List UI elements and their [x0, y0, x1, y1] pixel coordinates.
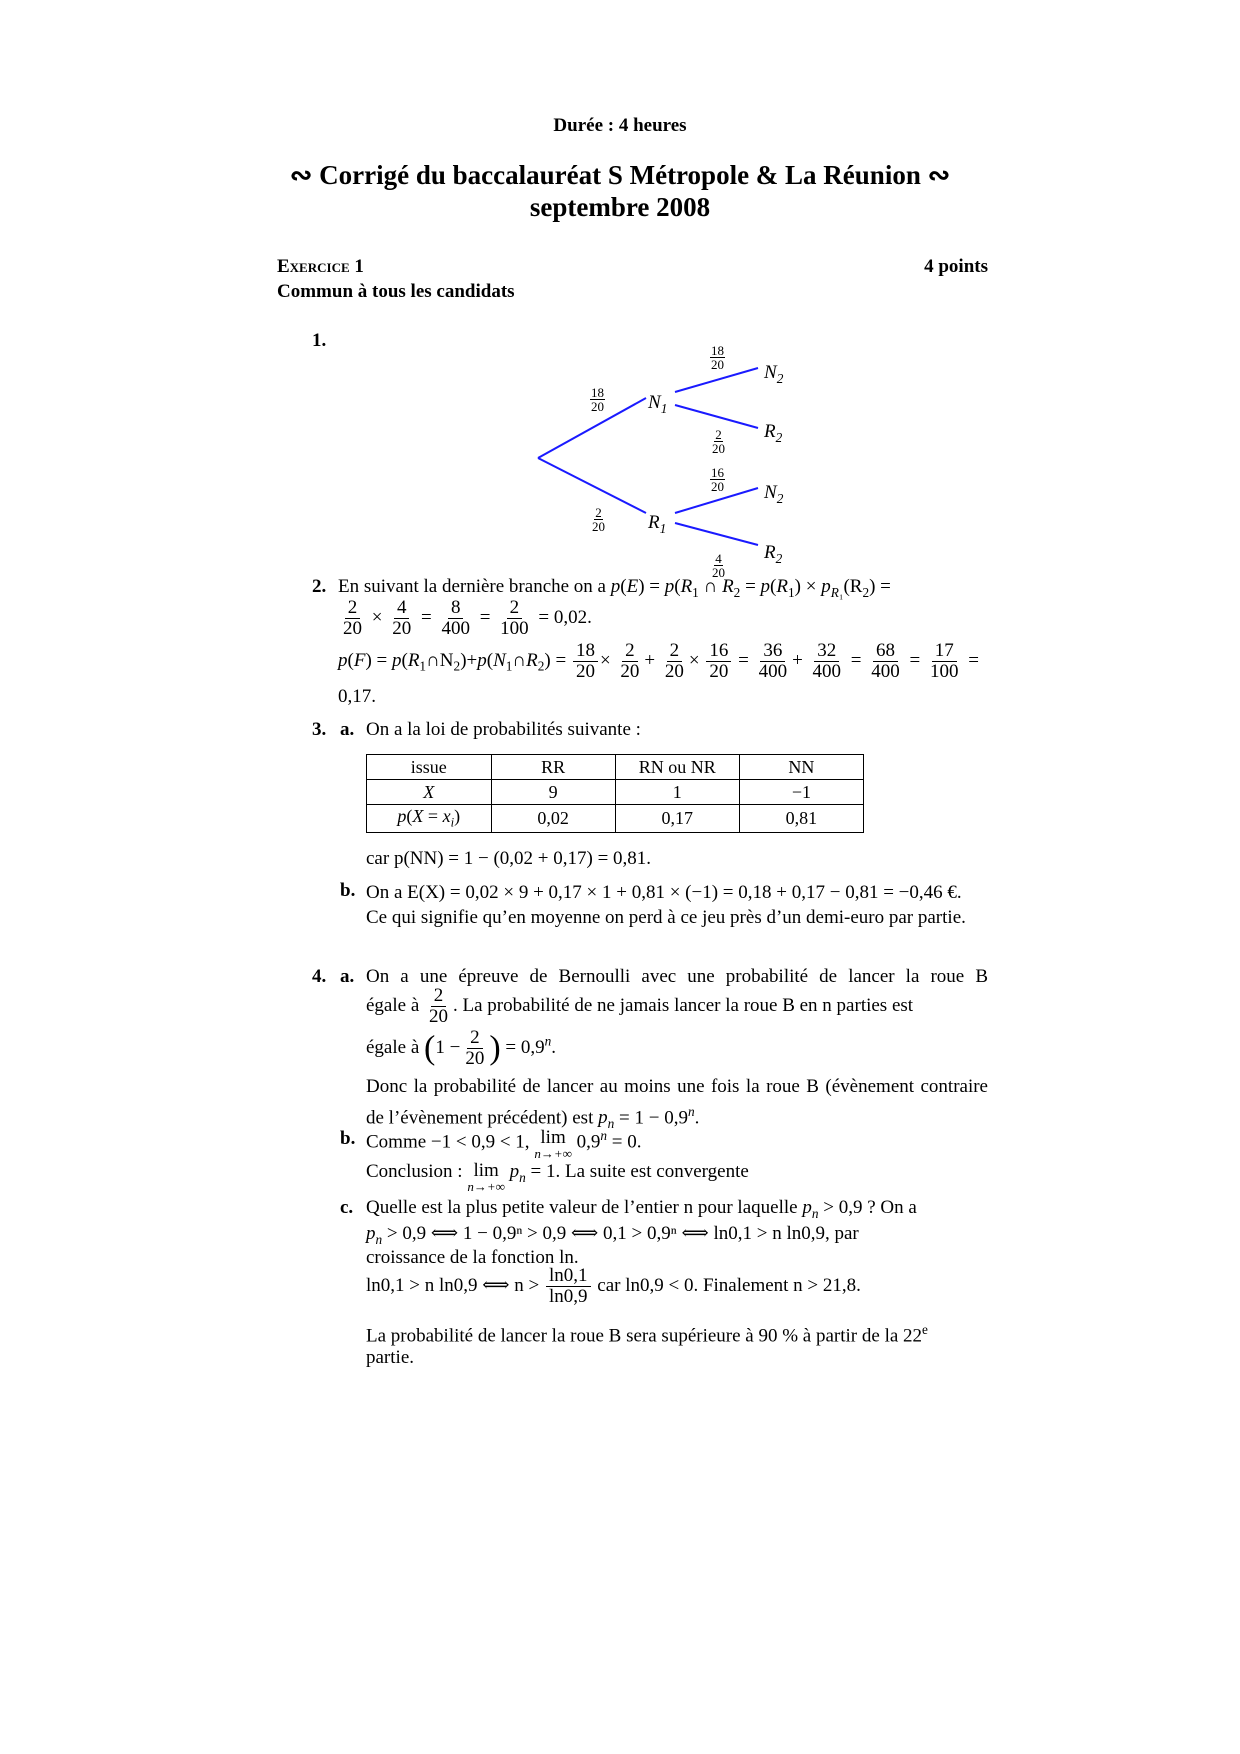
q4-a-line2-text: . La probabilité de ne jamais lancer la roue B en n parties est — [453, 994, 914, 1016]
q2-number: 2. — [312, 576, 327, 597]
table-cell: issue — [367, 755, 492, 780]
q4-b-line1-end: 0,9 — [576, 1131, 601, 1153]
q4-c-label: c. — [340, 1197, 354, 1218]
frac-num: 2 — [467, 1028, 483, 1049]
table-cell: −1 — [739, 780, 863, 805]
q4-a-line3-text: Donc la probabilité de lancer au moins une fois la roue B (évènement contraire de l’évènement précédent) est — [366, 1076, 988, 1129]
prob-n1-r2-den: 20 — [712, 441, 725, 456]
table-cell: 0,02 — [491, 805, 615, 833]
q4-c-line6: partie. — [366, 1347, 415, 1368]
leaf-r2-bottom-sub: 2 — [775, 550, 783, 566]
q2-line3: $p(F) = p(R_1\cap N_2)+p(N_1\cap R_2)$ = $\frac{18}{20}$ × $\frac{2}{20}$ + $\frac{2}{20}$ × $\frac{16}{20}$ = $\frac{36}{400}$ + $\frac{32}{400}$ = $\frac{68}{400}$ = $\frac{17}{100}$ = — [338, 640, 979, 682]
prob-n1-num: 18 — [591, 385, 604, 400]
q4-a-line3: égale à (1 − $\frac{2}{20}$ ) = $0,9^n$. — [366, 1027, 557, 1069]
q3-b-line1: On a E(X) = 0,02 × 9 + 0,17 × 1 + 0,81 × (−1) = 0,18 + 0,17 − 0,81 = −0,46 €. — [366, 882, 962, 903]
q2-intro: En suivant la dernière branche on a — [338, 576, 606, 597]
lim-under: n→+∞ — [534, 1146, 572, 1161]
prob-r1-num: 2 — [595, 505, 602, 520]
q4-b-line1: Comme −1 < 0,9 < 1, lim n→+∞ $0,9^n = 0$. — [366, 1127, 642, 1161]
leaf-r2-bottom-letter: R — [764, 542, 776, 563]
prob-n1 — [590, 386, 605, 413]
leaf-r2-bottom — [764, 542, 782, 567]
q1-number: 1. — [312, 330, 327, 351]
q4-b-line2: Conclusion : lim n→+∞ $p_n = 1$. La suite est convergente — [366, 1160, 749, 1194]
q4-c-line4 — [366, 1266, 861, 1307]
exercise-points: 4 points — [924, 256, 988, 277]
leaf-r2-top-sub: 2 — [775, 429, 783, 445]
frac-den: ln0,9 — [548, 1285, 588, 1307]
node-n1-sub: 1 — [660, 400, 668, 416]
prob-r1-n2-num: 16 — [711, 465, 724, 480]
leaf-n2-bottom-letter: N — [764, 482, 777, 503]
prob-r1-n2 — [710, 466, 725, 493]
branch-r1-r2 — [675, 523, 758, 545]
q4-c-line2-text: > 0,9 ⟺ 1 − 0,9ⁿ > 0,9 ⟺ 0,1 > 0,9ⁿ ⟺ ln0,1 > n ln0,9, par — [386, 1223, 859, 1244]
table-cell: 0,81 — [739, 805, 863, 833]
table-cell: X — [367, 780, 492, 805]
pe-result: = 0,02. — [538, 606, 592, 628]
table-row — [367, 805, 864, 833]
prob-n1-r2 — [712, 428, 725, 455]
page-title: ∾ Corrigé du baccalauréat S Métropole & La Réunion ∾ — [289, 160, 951, 190]
q4-b-label: b. — [340, 1128, 356, 1149]
q4-a-paren: = 0,9 — [505, 1036, 545, 1058]
q2-line2: $\frac{2}{20}$ × $\frac{4}{20}$ = $\frac{8}{400}$ = $\frac{2}{100}$ = 0,02. — [343, 597, 592, 639]
table-cell: 1 — [615, 780, 739, 805]
leaf-n2-top-sub: 2 — [776, 370, 784, 386]
q4-a-line4: Donc la probabilité de lancer au moins une fois la roue B (évènement contraire de l’évènement précédent) est $p_n = 1 - 0,9^n$. — [366, 1076, 988, 1132]
q4-number: 4. — [312, 966, 327, 987]
q4-b-conclusion: Conclusion : — [366, 1161, 463, 1182]
q4-c-line2: $p_n > 0,9$ ⟺ 1 − 0,9ⁿ > 0,9 ⟺ 0,1 > 0,9ⁿ ⟺ ln0,1 > n ln0,9, par — [366, 1223, 859, 1247]
q3-car-text: car p(NN) = 1 − (0,02 + 0,17) = 0,81. — [366, 848, 652, 869]
q4-c-line1: Quelle est la plus petite valeur de l’entier n pour laquelle $p_n > 0,9$ ? On a — [366, 1197, 917, 1221]
node-n1 — [648, 392, 667, 417]
q4-b-conclusion-end: = 1. La suite est convergente — [530, 1161, 749, 1182]
q4-c-line3: croissance de la fonction ln. — [366, 1247, 579, 1268]
leaf-r2-top — [764, 421, 782, 446]
table-row — [367, 755, 864, 780]
leaf-n2-bottom-sub: 2 — [776, 490, 784, 506]
q4-b-line1-text: Comme −1 < 0,9 < 1, — [366, 1131, 530, 1153]
table-row — [367, 780, 864, 805]
pf-result: 0,17. — [338, 686, 376, 707]
branch-root-r1 — [538, 458, 646, 513]
q4-c-line1-end: > 0,9 ? On a — [823, 1197, 917, 1218]
probability-tree — [520, 330, 840, 580]
duration: Durée : 4 heures — [553, 115, 687, 136]
node-n1-letter: N — [648, 392, 661, 413]
prob-n1-r2-num: 2 — [715, 427, 722, 442]
q4-c-line5 — [366, 1322, 928, 1347]
prob-n1-n2-num: 18 — [711, 343, 724, 358]
q4-a-label: a. — [340, 966, 355, 987]
node-r1-letter: R — [648, 512, 660, 533]
table-cell: NN — [739, 755, 863, 780]
table-cell: 0,17 — [615, 805, 739, 833]
exercise-subtitle: Commun à tous les candidats — [277, 281, 515, 302]
prob-n1-n2-den: 20 — [711, 357, 724, 372]
q3-b-text — [366, 880, 988, 930]
q4-a-line2 — [366, 986, 988, 1027]
q3-number: 3. — [312, 719, 327, 740]
q4-c-line4b: car ln0,9 < 0. Finalement n > 21,8. — [597, 1274, 861, 1296]
exercise-label: Exercice 1 — [277, 256, 364, 277]
leaf-n2-top-letter: N — [764, 362, 777, 383]
node-r1-sub: 1 — [659, 520, 667, 536]
prob-r1-r2 — [712, 552, 725, 579]
q3-b-line2: Ce qui signifie qu’en moyenne on perd à ce jeu près d’un demi-euro par partie. — [366, 907, 966, 928]
frac-den: 20 — [429, 1005, 449, 1027]
leaf-r2-top-letter: R — [764, 421, 776, 442]
q4-c-sup: e — [922, 1322, 928, 1337]
table-cell: RR — [491, 755, 615, 780]
table-cell: 9 — [491, 780, 615, 805]
prob-r1-den: 20 — [592, 519, 605, 534]
prob-r1-r2-den: 20 — [712, 565, 725, 580]
q4-c-line5-text: La probabilité de lancer la roue B sera supérieure à 90 % à partir de la 22 — [366, 1325, 923, 1347]
q4-a-egale: égale à — [366, 994, 420, 1016]
q2-line1: En suivant la dernière branche on a $p(E) = p(R_1$ ∩ $R_2 = p(R_1) \times p_{R_1}(R_2)$ = — [338, 576, 891, 600]
node-r1 — [648, 512, 666, 537]
leaf-n2-top — [764, 362, 783, 387]
q4-c-line1-text: Quelle est la plus petite valeur de l’entier n pour laquelle — [366, 1197, 798, 1218]
lim-under: n→+∞ — [467, 1179, 505, 1194]
q3-b-label: b. — [340, 880, 356, 901]
prob-r1 — [592, 506, 605, 533]
leaf-n2-bottom — [764, 482, 783, 507]
table-cell: $p(X = x_i)$ — [367, 805, 492, 833]
probability-table — [366, 754, 864, 833]
page-subtitle: septembre 2008 — [529, 192, 711, 222]
frac-num: 2 — [431, 986, 447, 1007]
frac-den: 20 — [465, 1047, 485, 1069]
branch-n1-r2 — [675, 405, 758, 428]
q3-a-text: On a la loi de probabilités suivante : — [366, 719, 641, 740]
q4-a-line1: On a une épreuve de Bernoulli avec une probabilité de lancer la roue B — [366, 966, 988, 987]
prob-r1-r2-num: 4 — [715, 551, 722, 566]
prob-n1-den: 20 — [591, 399, 604, 414]
q4-a-egale2: égale à — [366, 1036, 420, 1058]
table-cell: RN ou NR — [615, 755, 739, 780]
q4-c-line4a: ln0,1 > n ln0,9 ⟺ n > — [366, 1274, 540, 1296]
frac-num: ln0,1 — [546, 1266, 591, 1287]
prob-r1-n2-den: 20 — [711, 479, 724, 494]
prob-n1-n2 — [710, 344, 725, 371]
q3-a-label: a. — [340, 719, 355, 740]
